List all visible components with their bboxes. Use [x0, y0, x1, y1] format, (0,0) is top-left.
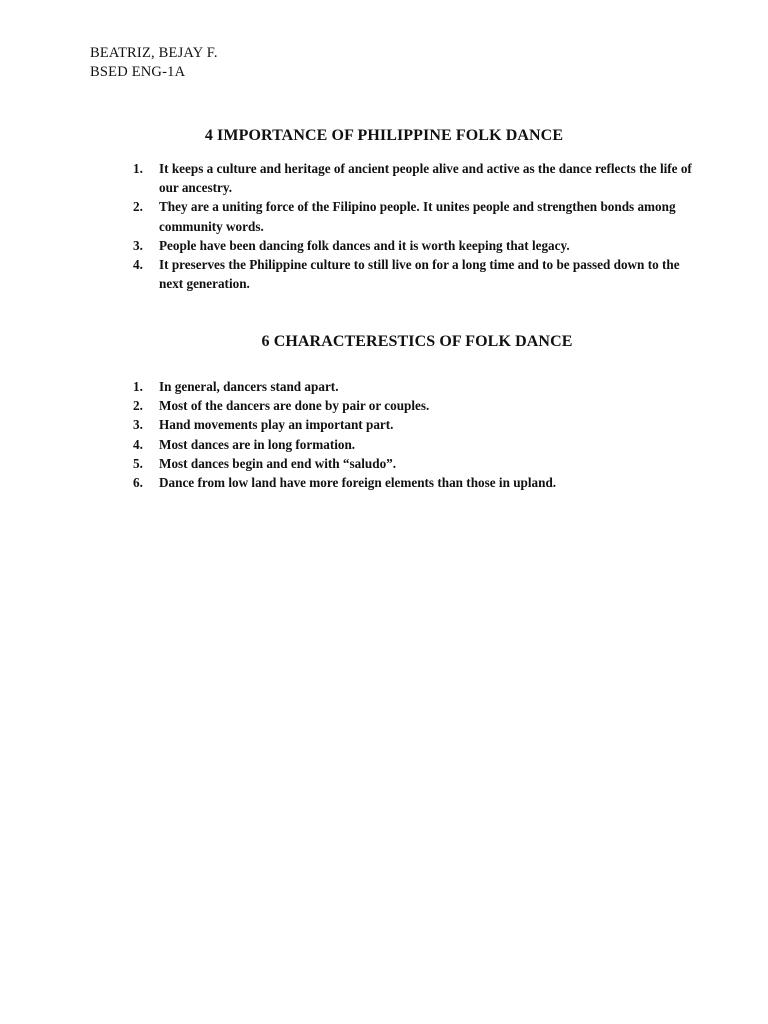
- list-item-number: 6.: [133, 475, 143, 491]
- list-item: [133, 454, 693, 473]
- list-item-number: 2.: [133, 398, 143, 414]
- characteristics-list: [133, 377, 693, 492]
- list-item: [133, 377, 693, 396]
- list-item-text: Most dances are in long formation.: [159, 436, 356, 452]
- list-item: [133, 255, 693, 293]
- list-item-text: People have been dancing folk dances and it is worth keeping that legacy.: [159, 237, 570, 253]
- list-item-number: 1.: [133, 379, 143, 394]
- list-item-number: 4.: [133, 436, 143, 452]
- list-item-text: Most of the dancers are done by pair or couples.: [159, 398, 430, 414]
- list-item-number: 2.: [133, 199, 143, 215]
- list-item-number: 5.: [133, 455, 143, 471]
- list-item-text: Most dances begin and end with “saludo”.: [159, 455, 397, 471]
- section-title-characteristics: 6 CHARACTERESTICS OF FOLK DANCE: [261, 333, 573, 350]
- list-item-text: In general, dancers stand apart.: [159, 379, 339, 394]
- list-item-text: It keeps a culture and heritage of ancient people alive and active as the dance reflects the life of our ancestry.: [159, 161, 692, 196]
- list-item: [133, 473, 693, 492]
- list-item-number: 1.: [133, 161, 143, 176]
- section-title-importance: 4 IMPORTANCE OF PHILIPPINE FOLK DANCE: [204, 127, 564, 144]
- author-course: BSED ENG-1A: [90, 64, 186, 80]
- list-item: [133, 396, 693, 415]
- list-item: [133, 159, 693, 197]
- list-item: [133, 435, 693, 454]
- list-item-text: They are a uniting force of the Filipino people. It unites people and strengthen bonds among community words.: [159, 199, 676, 234]
- list-item-text: Hand movements play an important part.: [159, 417, 394, 433]
- list-item-text: It preserves the Philippine culture to still live on for a long time and to be passed down to the next generation.: [159, 257, 680, 292]
- importance-list: [133, 159, 693, 293]
- list-item: [133, 197, 693, 235]
- list-item-text: Dance from low land have more foreign elements than those in upland.: [159, 475, 557, 491]
- list-item-number: 3.: [133, 237, 143, 253]
- list-item: [133, 236, 693, 255]
- author-name: BEATRIZ, BEJAY F.: [90, 45, 218, 61]
- author-header: [90, 44, 218, 82]
- list-item-number: 4.: [133, 257, 143, 273]
- list-item-number: 3.: [133, 417, 143, 433]
- list-item: [133, 415, 693, 434]
